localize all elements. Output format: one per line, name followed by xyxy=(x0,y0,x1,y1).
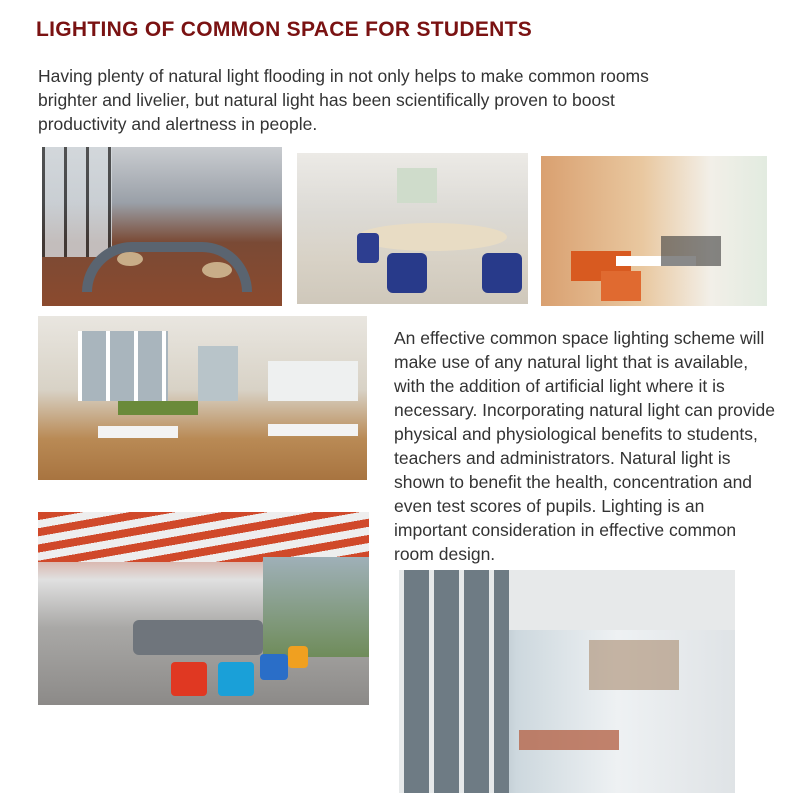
body-paragraph: An effective common space lighting scheme will make use of any natural light that is available, with the addition of artificial light where it is necessary. Incorporating natural light can provide physical and physiological benefits to students, teachers and administrators. Natural light is shown to benefit the health, concentration and even test scores of pupils. Lighting is an important consideration in effective common room design. xyxy=(394,328,776,564)
photo-common-room-windows xyxy=(38,316,367,480)
photo-atrium-glass-wall xyxy=(399,570,735,793)
photo-classroom-blue-chairs xyxy=(297,153,528,304)
photo-cafe-orange-chairs xyxy=(541,156,767,306)
intro-paragraph: Having plenty of natural light flooding in not only helps to make common rooms brighter and livelier, but natural light has been scientifically proven to boost productivity and alertness in people. xyxy=(38,66,649,134)
photo-students-lounge-colorful-stools xyxy=(38,512,369,705)
photo-lounge-curved-sofa xyxy=(42,147,282,306)
page-title: LIGHTING OF COMMON SPACE FOR STUDENTS xyxy=(36,18,533,41)
